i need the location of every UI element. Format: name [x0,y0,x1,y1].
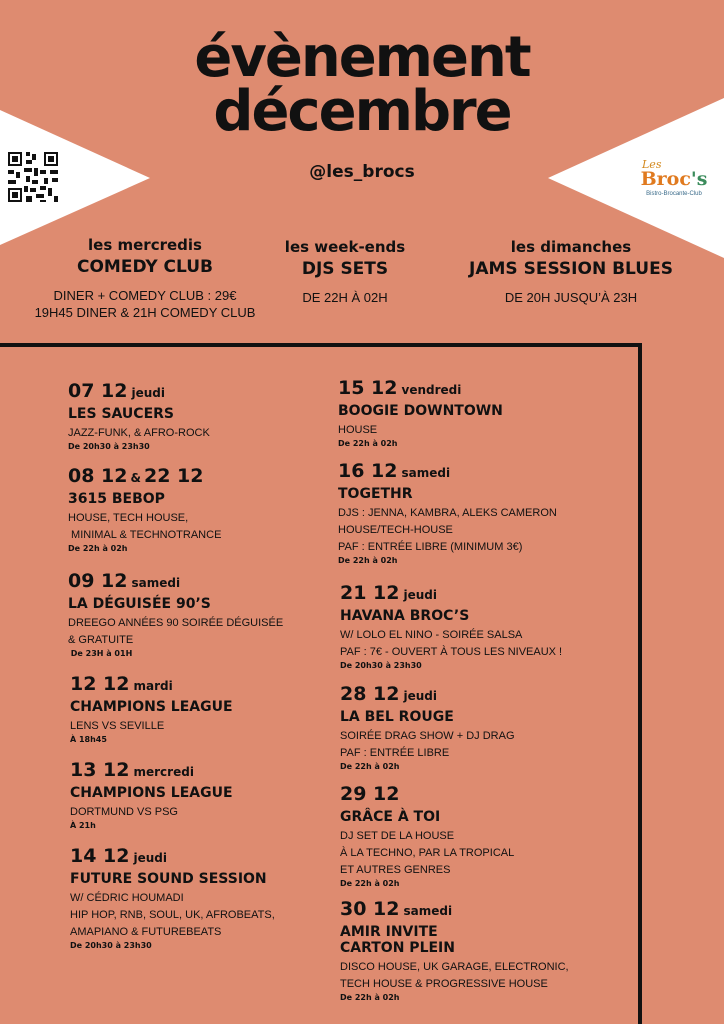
event-date: 15 12 [338,377,398,399]
recurring-when: les week-ends [284,238,406,256]
event-day: samedi [401,466,451,480]
event-name: 3615 BEBOP [68,491,165,507]
event-time: À 21h [70,821,96,830]
recurring-when: les mercredis [88,236,202,254]
event-time: De 22h à 02h [338,556,398,565]
event-detail: ET AUTRES GENRES [340,864,451,876]
event-08-22-12 [68,465,221,553]
event-detail: & GRATUITE [68,634,134,646]
event-09-12 [68,570,283,658]
event-15-12 [338,377,503,448]
event-detail: SOIRÉE DRAG SHOW + DJ DRAG [340,730,515,742]
event-time: De 22h à 02h [340,879,400,888]
recurring-weekends [260,238,430,306]
event-date: 07 12 [68,380,128,402]
event-time: De 20h30 à 23h30 [70,941,152,950]
logo-subtitle: Bistro-Brocante-Club [646,191,702,197]
event-12-12 [70,673,233,744]
event-time: De 20h30 à 23h30 [340,661,422,670]
event-28-12 [340,683,515,771]
event-detail: JAZZ-FUNK, & AFRO-ROCK [68,427,210,439]
recurring-what: JAMS SESSION BLUES [469,259,673,279]
event-time: À 18h45 [70,735,107,744]
event-date: 29 12 [340,783,400,805]
recurring-what: DJS SETS [301,259,389,279]
event-30-12 [340,898,569,1002]
event-detail: DISCO HOUSE, UK GARAGE, ELECTRONIC, [340,961,569,973]
event-date: 13 12 [70,759,130,781]
event-detail: TECH HOUSE & PROGRESSIVE HOUSE [340,978,548,990]
event-name: HAVANA BROC’S [340,608,470,624]
event-ampersand: & [130,471,141,485]
event-time: De 20h30 à 23h30 [68,442,150,451]
event-detail: HOUSE [338,424,378,436]
event-detail: PAF : ENTRÉE LIBRE (MINIMUM 3€) [338,541,523,553]
recurring-what: COMEDY CLUB [76,257,214,277]
event-detail: MINIMAL & TECHNOTRANCE [68,529,222,541]
event-name: CHAMPIONS LEAGUE [70,699,233,715]
event-time: De 23H à 01H [68,649,133,658]
recurring-detail: DINER + COMEDY CLUB : 29€ [53,288,237,303]
event-time: De 22h à 02h [340,762,400,771]
event-date: 16 12 [338,460,398,482]
recurring-sundays [440,238,702,306]
event-detail: PAF : ENTRÉE LIBRE [340,747,450,759]
event-date: 28 12 [340,683,400,705]
event-date: 30 12 [340,898,400,920]
event-name: LA DÉGUISÉE 90’S [68,596,211,612]
event-detail: HOUSE/TECH-HOUSE [338,524,453,536]
logo-les: Les [642,158,662,171]
recurring-detail: DE 22H À 02H [302,290,388,305]
event-13-12 [70,759,233,830]
event-name: FUTURE SOUND SESSION [70,871,267,887]
les-brocs-logo [632,158,716,197]
event-detail: DREEGO ANNÉES 90 SOIRÉE DÉGUISÉE [68,617,284,629]
event-detail: W/ CÉDRIC HOUMADI [70,892,184,904]
event-detail: DJS : JENNA, KAMBRA, ALEKS CAMERON [338,507,557,519]
event-name: BOOGIE DOWNTOWN [338,403,503,419]
logo-brocs: Broc's [640,168,708,190]
event-time: De 22h à 02h [68,544,128,553]
event-detail: À LA TECHNO, PAR LA TROPICAL [340,847,515,859]
event-detail: LENS VS SEVILLE [70,720,165,732]
event-day: samedi [403,904,453,918]
event-date: 08 12 [68,465,128,487]
event-day: vendredi [401,383,462,397]
event-detail: AMAPIANO & FUTUREBEATS [70,926,222,938]
event-07-12 [68,380,210,451]
event-detail: HOUSE, TECH HOUSE, [68,512,189,524]
event-day: jeudi [133,851,167,865]
event-date-2: 22 12 [143,465,204,487]
social-handle[interactable]: @les_brocs [309,162,415,182]
event-time: De 22h à 02h [338,439,398,448]
event-21-12 [340,582,562,670]
recurring-wednesdays [20,236,270,321]
event-day: jeudi [403,588,437,602]
event-16-12 [338,460,557,565]
event-day: jeudi [403,689,437,703]
event-date: 09 12 [68,570,128,592]
event-time: De 22h à 02h [340,993,400,1002]
recurring-detail: 19H45 DINER & 21H COMEDY CLUB [34,305,256,320]
event-day: samedi [131,576,181,590]
event-name: CHAMPIONS LEAGUE [70,785,233,801]
event-day: mardi [133,679,173,693]
event-date: 12 12 [70,673,130,695]
event-day: jeudi [131,386,165,400]
recurring-detail: DE 20H JUSQU’À 23H [504,290,638,305]
event-14-12 [70,845,275,950]
qr-code-icon[interactable] [6,150,60,204]
event-detail: DJ SET DE LA HOUSE [340,830,455,842]
event-date: 14 12 [70,845,130,867]
event-detail: W/ LOLO EL NINO - SOIRÉE SALSA [340,629,523,641]
event-date: 21 12 [340,582,400,604]
frame-top-border [0,343,642,347]
event-name: LA BEL ROUGE [340,709,454,725]
event-name: LES SAUCERS [68,406,174,422]
recurring-when: les dimanches [510,238,632,256]
event-29-12 [340,783,514,888]
frame-right-border [638,343,642,1024]
event-detail: HIP HOP, RNB, SOUL, UK, AFROBEATS, [70,909,275,921]
event-day: mercredi [133,765,194,779]
event-name-line-2: CARTON PLEIN [340,940,455,956]
title-line-2: décembre [213,79,511,144]
title-line-1: évènement [194,25,530,90]
event-name: GRÂCE À TOI [340,809,441,825]
event-detail: DORTMUND VS PSG [70,806,178,818]
event-name: AMIR INVITE [340,924,438,940]
event-detail: PAF : 7€ - OUVERT À TOUS LES NIVEAUX ! [340,646,563,658]
event-name: TOGETHR [338,486,413,502]
